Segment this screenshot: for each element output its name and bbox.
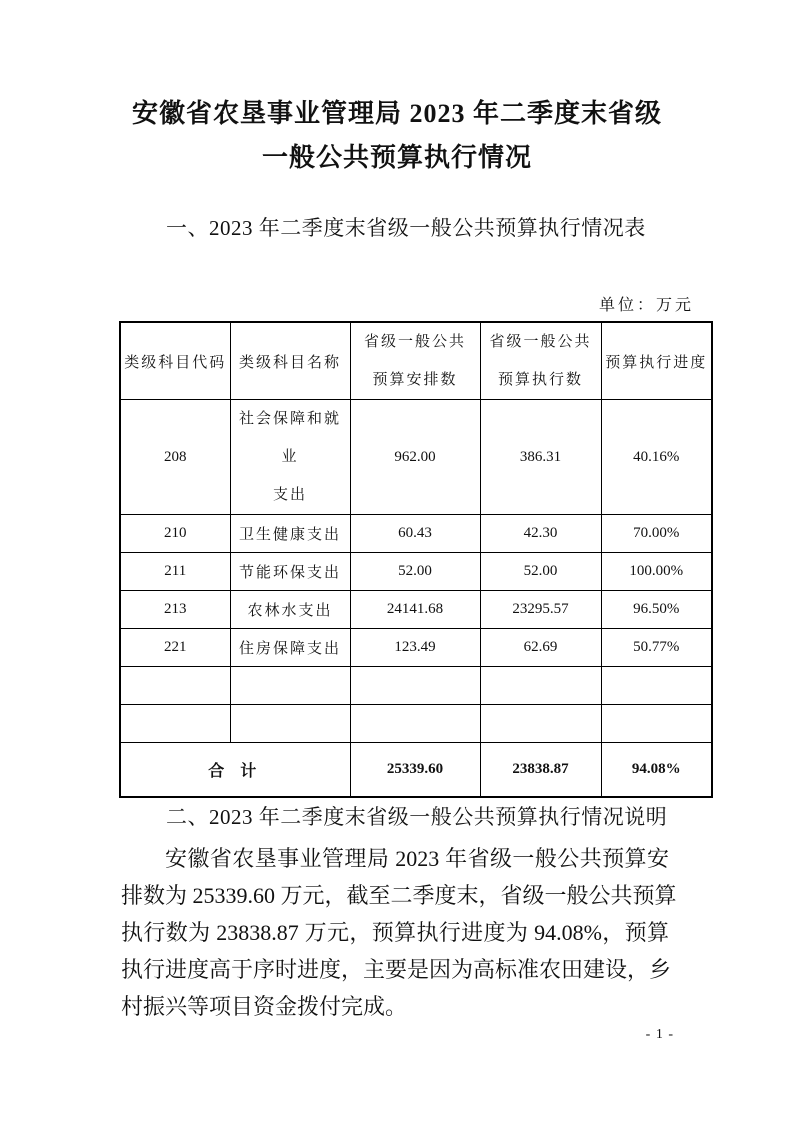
document-title bbox=[0, 92, 794, 180]
total-label: 合 计 bbox=[120, 743, 350, 797]
cell-name: 节能环保支出 bbox=[230, 553, 350, 591]
cell-arranged: 962.00 bbox=[350, 400, 480, 515]
cell-code: 208 bbox=[120, 400, 230, 515]
cell-progress: 50.77% bbox=[601, 629, 712, 667]
total-executed: 23838.87 bbox=[480, 743, 601, 797]
cell-arranged: 60.43 bbox=[350, 515, 480, 553]
table-row bbox=[120, 400, 712, 515]
cell-name-line2: 支出 bbox=[272, 487, 307, 503]
cell-executed: 386.31 bbox=[480, 400, 601, 515]
header-arranged-line2: 预算安排数 bbox=[372, 372, 458, 388]
cell-name: 卫生健康支出 bbox=[230, 515, 350, 553]
budget-execution-table bbox=[119, 321, 713, 798]
paragraph-line: 村振兴等项目资金拨付完成。 bbox=[121, 994, 408, 1019]
cell-progress: 40.16% bbox=[601, 400, 712, 515]
table-row bbox=[120, 515, 712, 553]
document-title-line2: 一般公共预算执行情况 bbox=[261, 143, 532, 172]
header-executed bbox=[480, 322, 601, 400]
unit-label: 单位：万元 bbox=[598, 297, 694, 314]
cell-arranged: 52.00 bbox=[350, 553, 480, 591]
cell-arranged: 123.49 bbox=[350, 629, 480, 667]
cell-code: 221 bbox=[120, 629, 230, 667]
document-title-line1: 安徽省农垦事业管理局 2023 年二季度末省级 bbox=[131, 99, 662, 128]
cell-empty bbox=[230, 667, 350, 705]
cell-arranged: 24141.68 bbox=[350, 591, 480, 629]
table-total-row bbox=[120, 743, 712, 797]
paragraph-line: 排数为 25339.60 万元，截至二季度末，省级一般公共预算 bbox=[121, 883, 677, 908]
header-executed-line1: 省级一般公共 bbox=[489, 334, 592, 350]
table-row bbox=[120, 591, 712, 629]
cell-executed: 52.00 bbox=[480, 553, 601, 591]
cell-name: 住房保障支出 bbox=[230, 629, 350, 667]
header-progress: 预算执行进度 bbox=[601, 322, 712, 400]
cell-name: 农林水支出 bbox=[230, 591, 350, 629]
cell-progress: 100.00% bbox=[601, 553, 712, 591]
explanation-paragraph bbox=[121, 840, 677, 1025]
total-arranged: 25339.60 bbox=[350, 743, 480, 797]
table-row-empty bbox=[120, 667, 712, 705]
total-progress: 94.08% bbox=[601, 743, 712, 797]
cell-executed: 42.30 bbox=[480, 515, 601, 553]
header-arranged-line1: 省级一般公共 bbox=[363, 334, 466, 350]
cell-empty bbox=[230, 705, 350, 743]
paragraph-line: 执行进度高于序时进度，主要是因为高标准农田建设，乡 bbox=[121, 957, 672, 982]
cell-empty bbox=[120, 705, 230, 743]
cell-executed: 62.69 bbox=[480, 629, 601, 667]
table-row-empty bbox=[120, 705, 712, 743]
cell-empty bbox=[601, 705, 712, 743]
section2-heading: 二、2023 年二季度末省级一般公共预算执行情况说明 bbox=[166, 805, 668, 829]
cell-code: 210 bbox=[120, 515, 230, 553]
cell-code: 211 bbox=[120, 553, 230, 591]
paragraph-line: 执行数为 23838.87 万元，预算执行进度为 94.08%，预算 bbox=[121, 920, 669, 945]
table-row bbox=[120, 553, 712, 591]
header-arranged bbox=[350, 322, 480, 400]
cell-empty bbox=[480, 667, 601, 705]
cell-empty bbox=[350, 667, 480, 705]
table-row bbox=[120, 629, 712, 667]
header-code: 类级科目代码 bbox=[120, 322, 230, 400]
cell-empty bbox=[601, 667, 712, 705]
cell-name-line1: 社会保障和就业 bbox=[238, 411, 341, 465]
page-number: - 1 - bbox=[645, 1027, 674, 1042]
cell-empty bbox=[480, 705, 601, 743]
cell-name bbox=[230, 400, 350, 515]
header-name: 类级科目名称 bbox=[230, 322, 350, 400]
table-header-row bbox=[120, 322, 712, 400]
header-executed-line2: 预算执行数 bbox=[497, 372, 583, 388]
cell-executed: 23295.57 bbox=[480, 591, 601, 629]
cell-progress: 96.50% bbox=[601, 591, 712, 629]
cell-empty bbox=[120, 667, 230, 705]
cell-code: 213 bbox=[120, 591, 230, 629]
paragraph-line: 安徽省农垦事业管理局 2023 年省级一般公共预算安 bbox=[165, 846, 669, 871]
cell-progress: 70.00% bbox=[601, 515, 712, 553]
section1-heading: 一、2023 年二季度末省级一般公共预算执行情况表 bbox=[166, 216, 646, 240]
cell-empty bbox=[350, 705, 480, 743]
